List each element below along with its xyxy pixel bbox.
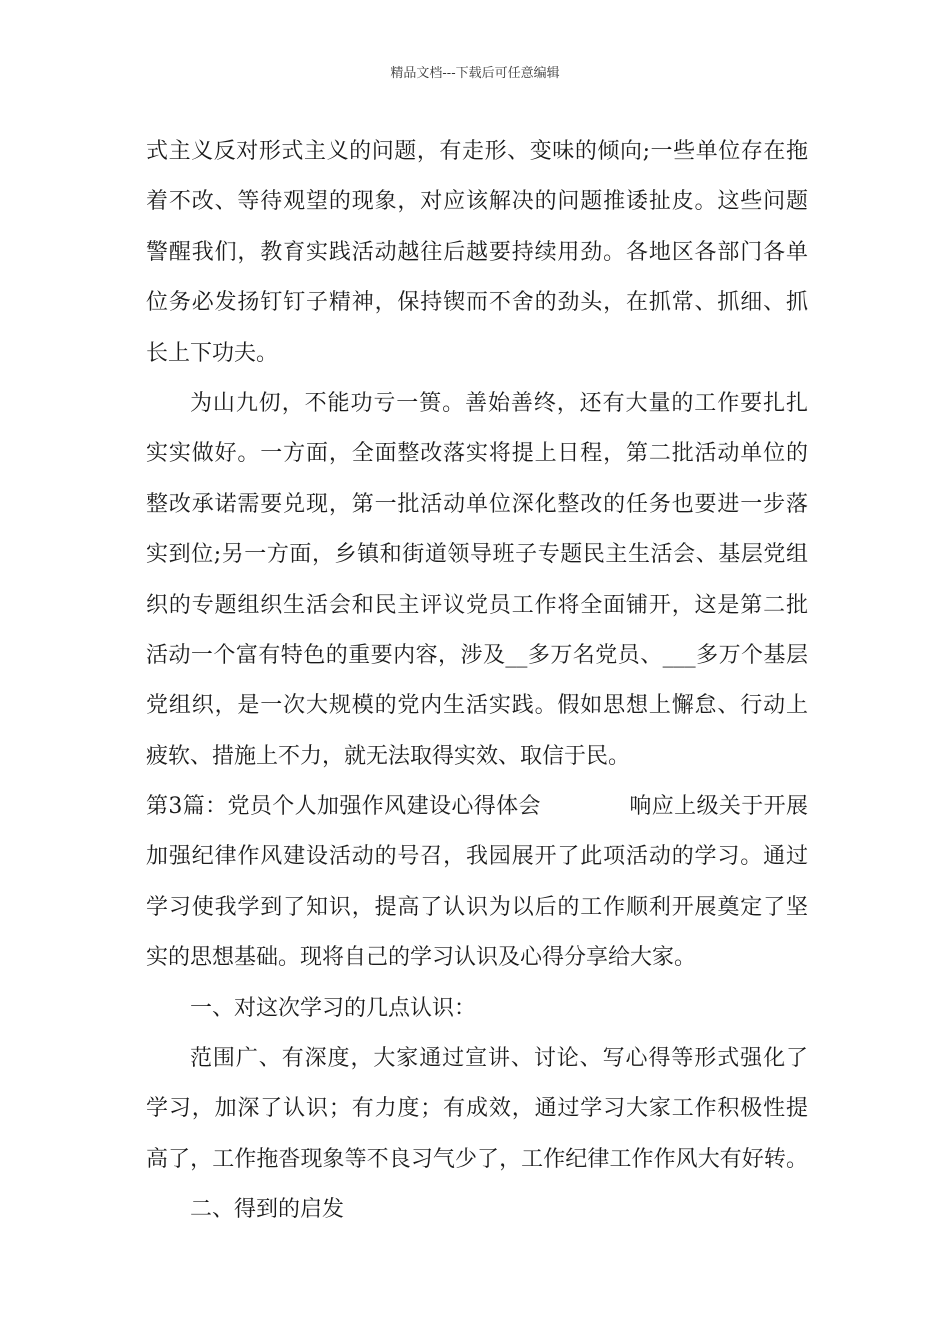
text-line: 警醒我们，教育实践活动越往后越要持续用劲。各地区各部门各单 (146, 239, 808, 265)
text-line: 整改承诺需要兑现，第一批活动单位深化整改的任务也要进一步落 (146, 491, 808, 517)
text-line: 活动一个富有特色的重要内容，涉及__多万名党员、___多万个基层 (146, 642, 808, 668)
text-line: 加强纪律作风建设活动的号召，我园展开了此项活动的学习。通过 (146, 844, 808, 870)
text-line: 实的思想基础。现将自己的学习认识及心得分享给大家。 (146, 945, 697, 971)
page-header: 精品文档---下载后可任意编辑 (390, 66, 560, 81)
text-line: 高了，工作拖沓现象等不良习气少了，工作纪律工作作风大有好转。 (146, 1146, 808, 1172)
text-line: 范围广、有深度，大家通过宣讲、讨论、写心得等形式强化了 (190, 1046, 808, 1072)
text-line: 着不改、等待观望的现象，对应该解决的问题推诿扯皮。这些问题 (146, 189, 808, 215)
text-line: 实实做好。一方面，全面整改落实将提上日程，第二批活动单位的 (146, 441, 808, 467)
section-heading-line: 第3篇：党员个人加强作风建设心得体会 响应上级关于开展 (146, 794, 808, 820)
text-line: 为山九仞，不能功亏一篑。善始善终，还有大量的工作要扎扎 (190, 390, 808, 416)
text-line: 长上下功夫。 (146, 340, 279, 366)
text-line: 位务必发扬钉钉子精神，保持锲而不舍的劲头，在抓常、抓细、抓 (146, 290, 808, 316)
text-line: 疲软、措施上不力，就无法取得实效、取信于民。 (146, 743, 631, 769)
text-line: 织的专题组织生活会和民主评议党员工作将全面铺开，这是第二批 (146, 592, 808, 618)
text-line: 党组织，是一次大规模的党内生活实践。假如思想上懈怠、行动上 (146, 693, 808, 719)
subheading-line: 一、对这次学习的几点认识： (190, 995, 477, 1021)
text-line: 学习使我学到了知识，提高了认识为以后的工作顺利开展奠定了坚 (146, 894, 808, 920)
text-line: 学习，加深了认识；有力度；有成效，通过学习大家工作积极性提 (146, 1096, 808, 1122)
text-line: 式主义反对形式主义的问题，有走形、变味的倾向;一些单位存在拖 (146, 139, 808, 164)
text-line: 实到位;另一方面，乡镇和街道领导班子专题民主生活会、基层党组 (146, 542, 808, 568)
document-body (146, 127, 808, 1236)
subheading-line: 二、得到的启发 (190, 1197, 345, 1223)
